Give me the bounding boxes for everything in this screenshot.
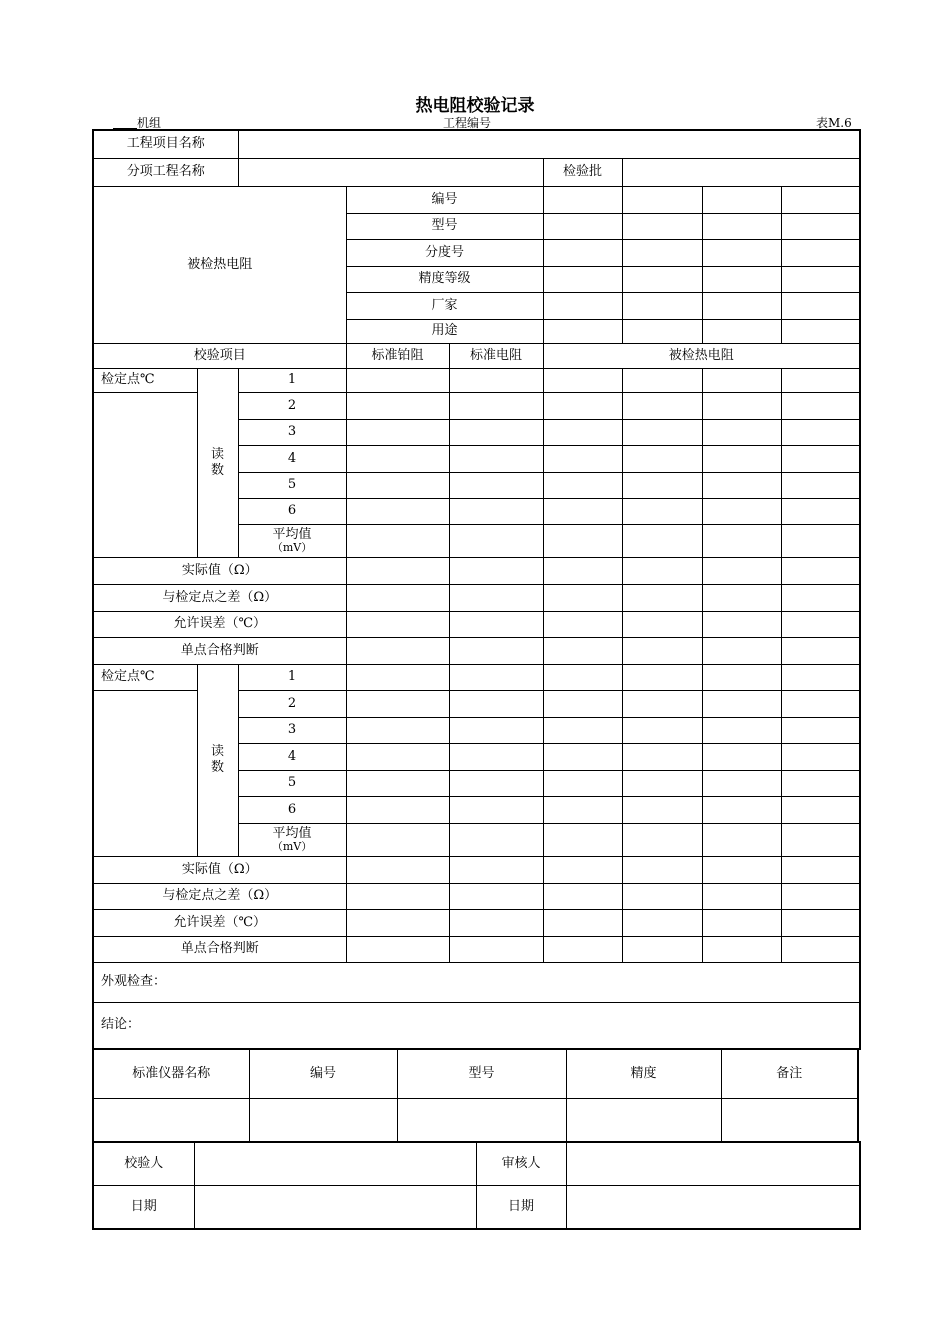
instrument-table bbox=[92, 1048, 859, 1143]
col-header-item: 校验项目 bbox=[93, 343, 346, 368]
instrument-header-model: 型号 bbox=[397, 1049, 566, 1099]
reading-label: 读 数 bbox=[197, 368, 238, 557]
reading-index: 3 bbox=[238, 717, 346, 743]
data-cell[interactable] bbox=[622, 909, 702, 936]
data-cell[interactable] bbox=[781, 909, 860, 936]
check-point-label: 检定点℃ bbox=[93, 368, 197, 392]
attr-cell[interactable] bbox=[622, 319, 702, 343]
tolerance-label: 允许误差（℃） bbox=[93, 909, 346, 936]
reading-index: 5 bbox=[238, 472, 346, 498]
instrument-cell[interactable] bbox=[566, 1099, 721, 1142]
data-cell[interactable] bbox=[449, 664, 543, 690]
data-cell[interactable] bbox=[781, 796, 860, 823]
data-cell[interactable] bbox=[702, 557, 781, 584]
data-cell[interactable] bbox=[543, 611, 622, 637]
data-cell[interactable] bbox=[781, 936, 860, 962]
data-cell[interactable] bbox=[449, 498, 543, 524]
attr-label: 精度等级 bbox=[346, 266, 543, 292]
attr-cell[interactable] bbox=[781, 292, 860, 319]
data-cell[interactable] bbox=[702, 936, 781, 962]
data-cell[interactable] bbox=[622, 498, 702, 524]
data-cell[interactable] bbox=[622, 936, 702, 962]
data-cell[interactable] bbox=[346, 717, 449, 743]
data-cell[interactable] bbox=[346, 796, 449, 823]
reading-index: 2 bbox=[238, 392, 346, 419]
instrument-header-name: 标准仪器名称 bbox=[93, 1049, 249, 1099]
attr-cell[interactable] bbox=[702, 186, 781, 213]
data-cell[interactable] bbox=[702, 856, 781, 883]
data-cell[interactable] bbox=[346, 368, 449, 392]
reading-index: 6 bbox=[238, 498, 346, 524]
attr-cell[interactable] bbox=[702, 319, 781, 343]
attr-label: 厂家 bbox=[346, 292, 543, 319]
attr-cell[interactable] bbox=[702, 239, 781, 266]
project-name-label: 工程项目名称 bbox=[93, 130, 238, 158]
data-cell[interactable] bbox=[346, 856, 449, 883]
data-cell[interactable] bbox=[346, 770, 449, 796]
attr-cell[interactable] bbox=[622, 213, 702, 239]
data-cell[interactable] bbox=[543, 368, 622, 392]
data-cell[interactable] bbox=[543, 664, 622, 690]
data-cell[interactable] bbox=[543, 445, 622, 472]
data-cell[interactable] bbox=[702, 743, 781, 770]
data-cell[interactable] bbox=[449, 524, 543, 557]
instrument-cell[interactable] bbox=[249, 1099, 397, 1142]
actual-value-label: 实际值（Ω） bbox=[93, 557, 346, 584]
data-cell[interactable] bbox=[622, 664, 702, 690]
data-cell[interactable] bbox=[781, 498, 860, 524]
data-cell[interactable] bbox=[702, 472, 781, 498]
instrument-cell[interactable] bbox=[397, 1099, 566, 1142]
data-cell[interactable] bbox=[781, 419, 860, 445]
data-cell[interactable] bbox=[702, 717, 781, 743]
data-cell[interactable] bbox=[346, 936, 449, 962]
data-cell[interactable] bbox=[346, 823, 449, 856]
reading-index: 4 bbox=[238, 445, 346, 472]
data-cell[interactable] bbox=[346, 611, 449, 637]
data-cell[interactable] bbox=[543, 524, 622, 557]
data-cell[interactable] bbox=[702, 419, 781, 445]
data-cell[interactable] bbox=[781, 743, 860, 770]
data-cell[interactable] bbox=[622, 743, 702, 770]
attr-cell[interactable] bbox=[543, 319, 622, 343]
reading-index: 1 bbox=[238, 368, 346, 392]
data-cell[interactable] bbox=[449, 611, 543, 637]
data-cell[interactable] bbox=[622, 717, 702, 743]
data-cell[interactable] bbox=[346, 524, 449, 557]
attr-label: 分度号 bbox=[346, 239, 543, 266]
reading-index: 2 bbox=[238, 690, 346, 717]
data-cell[interactable] bbox=[346, 472, 449, 498]
data-cell[interactable] bbox=[781, 717, 860, 743]
data-cell[interactable] bbox=[781, 883, 860, 909]
check-point-label: 检定点℃ bbox=[93, 664, 197, 690]
unit-label: 机组 bbox=[137, 116, 162, 130]
data-cell[interactable] bbox=[702, 823, 781, 856]
batch-field[interactable] bbox=[622, 158, 860, 186]
data-cell[interactable] bbox=[543, 856, 622, 883]
check-point-value[interactable] bbox=[93, 690, 197, 856]
data-cell[interactable] bbox=[449, 909, 543, 936]
instrument-header-number: 编号 bbox=[249, 1049, 397, 1099]
data-cell[interactable] bbox=[702, 796, 781, 823]
data-cell[interactable] bbox=[702, 524, 781, 557]
actual-value-label: 实际值（Ω） bbox=[93, 856, 346, 883]
data-cell[interactable] bbox=[449, 419, 543, 445]
page-title: 热电阻校验记录 bbox=[415, 96, 535, 116]
data-cell[interactable] bbox=[543, 637, 622, 664]
data-cell[interactable] bbox=[543, 392, 622, 419]
attr-cell[interactable] bbox=[622, 186, 702, 213]
data-cell[interactable] bbox=[449, 392, 543, 419]
data-cell[interactable] bbox=[622, 557, 702, 584]
data-cell[interactable] bbox=[543, 584, 622, 611]
data-cell[interactable] bbox=[622, 770, 702, 796]
data-cell[interactable] bbox=[622, 524, 702, 557]
data-cell[interactable] bbox=[346, 445, 449, 472]
project-no-label: 工程编号 bbox=[443, 116, 492, 130]
data-cell[interactable] bbox=[781, 445, 860, 472]
data-cell[interactable] bbox=[622, 472, 702, 498]
attr-cell[interactable] bbox=[543, 213, 622, 239]
data-cell[interactable] bbox=[449, 557, 543, 584]
data-cell[interactable] bbox=[781, 584, 860, 611]
data-cell[interactable] bbox=[543, 796, 622, 823]
data-cell[interactable] bbox=[781, 472, 860, 498]
col-header-std-pt: 标准铂阻 bbox=[346, 343, 449, 368]
attr-cell[interactable] bbox=[622, 239, 702, 266]
data-cell[interactable] bbox=[449, 743, 543, 770]
pass-judgement-label: 单点合格判断 bbox=[93, 637, 346, 664]
data-cell[interactable] bbox=[781, 557, 860, 584]
data-cell[interactable] bbox=[702, 498, 781, 524]
data-cell[interactable] bbox=[449, 472, 543, 498]
data-cell[interactable] bbox=[781, 770, 860, 796]
data-cell[interactable] bbox=[622, 796, 702, 823]
tested-resistor-label: 被检热电阻 bbox=[93, 186, 346, 343]
data-cell[interactable] bbox=[449, 823, 543, 856]
reading-index: 1 bbox=[238, 664, 346, 690]
data-cell[interactable] bbox=[702, 883, 781, 909]
attr-label: 编号 bbox=[346, 186, 543, 213]
diff-label: 与检定点之差（Ω） bbox=[93, 883, 346, 909]
data-cell[interactable] bbox=[543, 770, 622, 796]
data-cell[interactable] bbox=[702, 584, 781, 611]
data-cell[interactable] bbox=[449, 637, 543, 664]
project-name-field[interactable] bbox=[238, 130, 860, 158]
attr-cell[interactable] bbox=[781, 319, 860, 343]
data-cell[interactable] bbox=[702, 368, 781, 392]
reading-index: 5 bbox=[238, 770, 346, 796]
data-cell[interactable] bbox=[781, 856, 860, 883]
data-cell[interactable] bbox=[346, 392, 449, 419]
attr-cell[interactable] bbox=[781, 266, 860, 292]
attr-cell[interactable] bbox=[781, 213, 860, 239]
reviewer-label: 审核人 bbox=[476, 1142, 566, 1186]
attr-label: 型号 bbox=[346, 213, 543, 239]
attr-cell[interactable] bbox=[622, 266, 702, 292]
data-cell[interactable] bbox=[449, 690, 543, 717]
data-cell[interactable] bbox=[781, 611, 860, 637]
sub-project-label: 分项工程名称 bbox=[93, 158, 238, 186]
data-cell[interactable] bbox=[346, 419, 449, 445]
data-cell[interactable] bbox=[702, 770, 781, 796]
reading-index: 6 bbox=[238, 796, 346, 823]
data-cell[interactable] bbox=[622, 419, 702, 445]
average-label: 平均值 （mV） bbox=[238, 524, 346, 557]
data-cell[interactable] bbox=[543, 498, 622, 524]
data-cell[interactable] bbox=[622, 368, 702, 392]
data-cell[interactable] bbox=[543, 690, 622, 717]
data-cell[interactable] bbox=[702, 445, 781, 472]
data-cell[interactable] bbox=[346, 743, 449, 770]
attr-cell[interactable] bbox=[781, 239, 860, 266]
data-cell[interactable] bbox=[449, 796, 543, 823]
pass-judgement-label: 单点合格判断 bbox=[93, 936, 346, 962]
col-header-std-res: 标准电阻 bbox=[449, 343, 543, 368]
attr-cell[interactable] bbox=[543, 292, 622, 319]
attr-cell[interactable] bbox=[622, 292, 702, 319]
data-cell[interactable] bbox=[449, 584, 543, 611]
attr-cell[interactable] bbox=[543, 266, 622, 292]
data-cell[interactable] bbox=[543, 909, 622, 936]
data-cell[interactable] bbox=[781, 823, 860, 856]
data-cell[interactable] bbox=[702, 909, 781, 936]
data-cell[interactable] bbox=[702, 611, 781, 637]
data-cell[interactable] bbox=[702, 690, 781, 717]
data-cell[interactable] bbox=[622, 445, 702, 472]
average-label: 平均值 （mV） bbox=[238, 823, 346, 856]
instrument-header-accuracy: 精度 bbox=[566, 1049, 721, 1099]
data-cell[interactable] bbox=[449, 368, 543, 392]
attr-cell[interactable] bbox=[702, 266, 781, 292]
data-cell[interactable] bbox=[622, 637, 702, 664]
data-cell[interactable] bbox=[702, 637, 781, 664]
diff-label: 与检定点之差（Ω） bbox=[93, 584, 346, 611]
data-cell[interactable] bbox=[449, 717, 543, 743]
form-number: 表M.6 bbox=[816, 116, 852, 130]
data-cell[interactable] bbox=[543, 743, 622, 770]
reading-label: 读 数 bbox=[197, 664, 238, 856]
col-header-tested: 被检热电阻 bbox=[543, 343, 860, 368]
conclusion[interactable]: 结论： bbox=[93, 1002, 860, 1049]
data-cell[interactable] bbox=[702, 392, 781, 419]
data-cell[interactable] bbox=[543, 419, 622, 445]
reviewer-date-label: 日期 bbox=[476, 1186, 566, 1229]
data-cell[interactable] bbox=[346, 584, 449, 611]
reading-index: 3 bbox=[238, 419, 346, 445]
data-cell[interactable] bbox=[781, 524, 860, 557]
reviewer-date-field[interactable] bbox=[566, 1186, 860, 1229]
data-cell[interactable] bbox=[346, 883, 449, 909]
data-cell[interactable] bbox=[543, 557, 622, 584]
checker-date-field[interactable] bbox=[194, 1186, 476, 1229]
data-cell[interactable] bbox=[622, 823, 702, 856]
data-cell[interactable] bbox=[449, 770, 543, 796]
signoff-table bbox=[92, 1141, 861, 1230]
data-cell[interactable] bbox=[543, 883, 622, 909]
checker-field[interactable] bbox=[194, 1142, 476, 1186]
data-cell[interactable] bbox=[449, 445, 543, 472]
attr-label: 用途 bbox=[346, 319, 543, 343]
data-cell[interactable] bbox=[543, 936, 622, 962]
data-cell[interactable] bbox=[781, 664, 860, 690]
data-cell[interactable] bbox=[449, 936, 543, 962]
data-cell[interactable] bbox=[346, 909, 449, 936]
data-cell[interactable] bbox=[622, 883, 702, 909]
data-cell[interactable] bbox=[781, 392, 860, 419]
appearance-check[interactable]: 外观检查： bbox=[93, 962, 860, 1002]
attr-cell[interactable] bbox=[543, 186, 622, 213]
data-cell[interactable] bbox=[622, 856, 702, 883]
data-cell[interactable] bbox=[781, 637, 860, 664]
instrument-header-remarks: 备注 bbox=[721, 1049, 858, 1099]
data-cell[interactable] bbox=[346, 498, 449, 524]
attr-cell[interactable] bbox=[543, 239, 622, 266]
data-cell[interactable] bbox=[781, 690, 860, 717]
data-cell[interactable] bbox=[346, 664, 449, 690]
data-cell[interactable] bbox=[702, 664, 781, 690]
checker-label: 校验人 bbox=[93, 1142, 194, 1186]
data-cell[interactable] bbox=[622, 690, 702, 717]
data-cell[interactable] bbox=[543, 717, 622, 743]
check-point-value[interactable] bbox=[93, 392, 197, 557]
data-cell[interactable] bbox=[543, 472, 622, 498]
data-cell[interactable] bbox=[543, 823, 622, 856]
data-cell[interactable] bbox=[346, 557, 449, 584]
data-cell[interactable] bbox=[449, 856, 543, 883]
batch-label: 检验批 bbox=[543, 158, 622, 186]
instrument-cell[interactable] bbox=[721, 1099, 858, 1142]
data-cell[interactable] bbox=[622, 611, 702, 637]
attr-cell[interactable] bbox=[781, 186, 860, 213]
data-cell[interactable] bbox=[346, 690, 449, 717]
calibration-table bbox=[92, 129, 861, 1050]
attr-cell[interactable] bbox=[702, 213, 781, 239]
data-cell[interactable] bbox=[622, 584, 702, 611]
data-cell[interactable] bbox=[622, 392, 702, 419]
data-cell[interactable] bbox=[449, 883, 543, 909]
checker-date-label: 日期 bbox=[93, 1186, 194, 1229]
reading-index: 4 bbox=[238, 743, 346, 770]
sub-project-field[interactable] bbox=[238, 158, 543, 186]
data-cell[interactable] bbox=[781, 368, 860, 392]
reviewer-field[interactable] bbox=[566, 1142, 860, 1186]
data-cell[interactable] bbox=[346, 637, 449, 664]
instrument-cell[interactable] bbox=[93, 1099, 249, 1142]
tolerance-label: 允许误差（℃） bbox=[93, 611, 346, 637]
attr-cell[interactable] bbox=[702, 292, 781, 319]
